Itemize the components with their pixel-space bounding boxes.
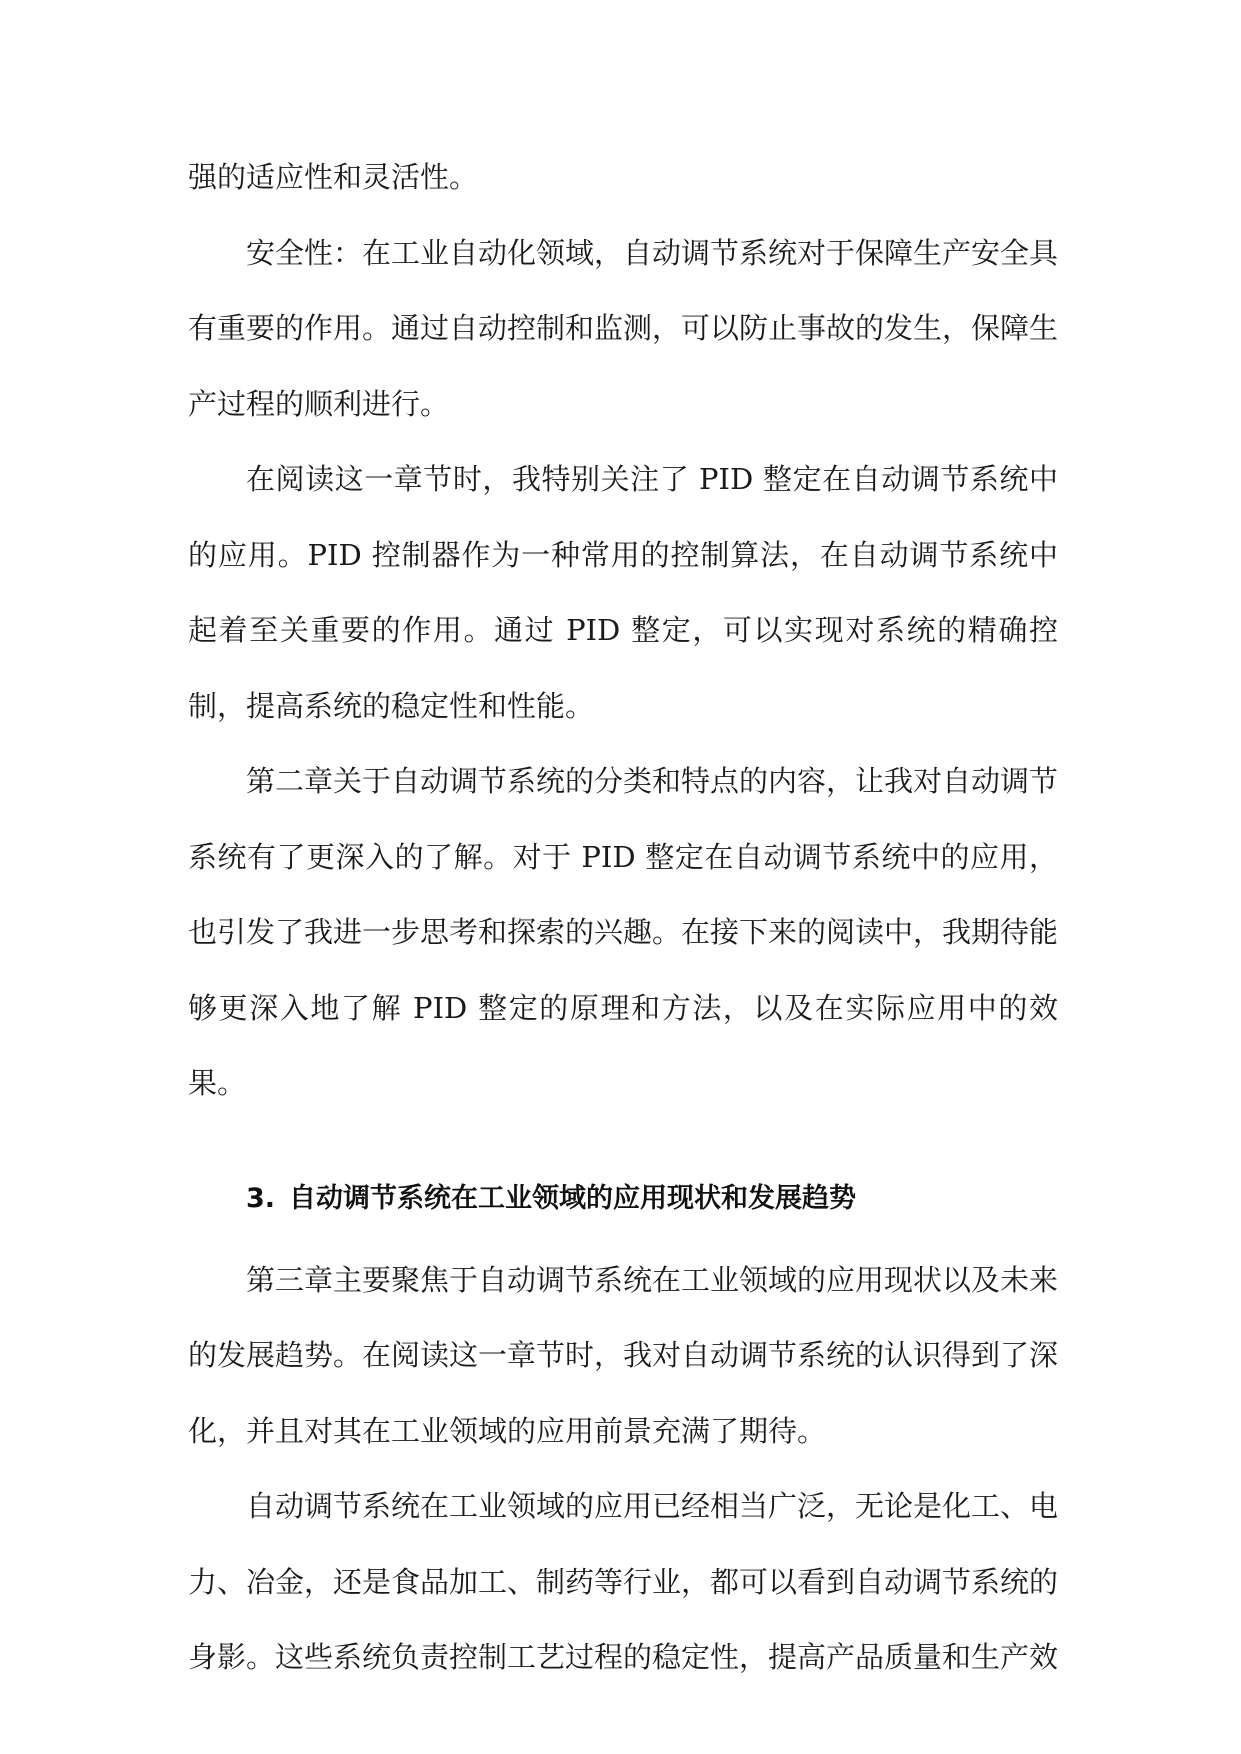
paragraph: 安全性：在工业自动化领域，自动调节系统对于保障生产安全具有重要的作用。通过自动控制和监测，可以防止事故的发生，保障生产过程的顺利进行。: [188, 235, 1059, 421]
section-number: 3.: [246, 1182, 276, 1214]
paragraph: 强的适应性和灵活性。: [188, 160, 479, 194]
paragraph: 第三章主要聚焦于自动调节系统在工业领域的应用现状以及未来的发展趋势。在阅读这一章节时，我对自动调节系统的认识得到了深化，并且对其在工业领域的应用前景充满了期待。: [188, 1262, 1059, 1448]
section-heading: [246, 1174, 1058, 1224]
paragraph: 自动调节系统在工业领域的应用已经相当广泛，无论是化工、电力、冶金，还是食品加工、制药等行业，都可以看到自动调节系统的身影。这些系统负责控制工艺过程的稳定性，提高产品质量和生产效: [188, 1489, 1059, 1674]
section-title: 自动调节系统在工业领域的应用现状和发展趋势: [289, 1182, 857, 1214]
paragraph: 在阅读这一章节时，我特别关注了 PID 整定在自动调节系统中的应用。PID 控制器作为一种常用的控制算法，在自动调节系统中起着至关重要的作用。通过 PID 整定，可以实现对系统的精确控制，提高系统的稳定性和性能。: [188, 462, 1058, 723]
paragraph: 第二章关于自动调节系统的分类和特点的内容，让我对自动调节系统有了更深入的了解。对于 PID 整定在自动调节系统中的应用，也引发了我进一步思考和探索的兴趣。在接下来的阅读中，我期待能够更深入地了解 PID 整定的原理和方法，以及在实际应用中的效果。: [188, 764, 1059, 1100]
document-body: [188, 140, 1058, 1696]
